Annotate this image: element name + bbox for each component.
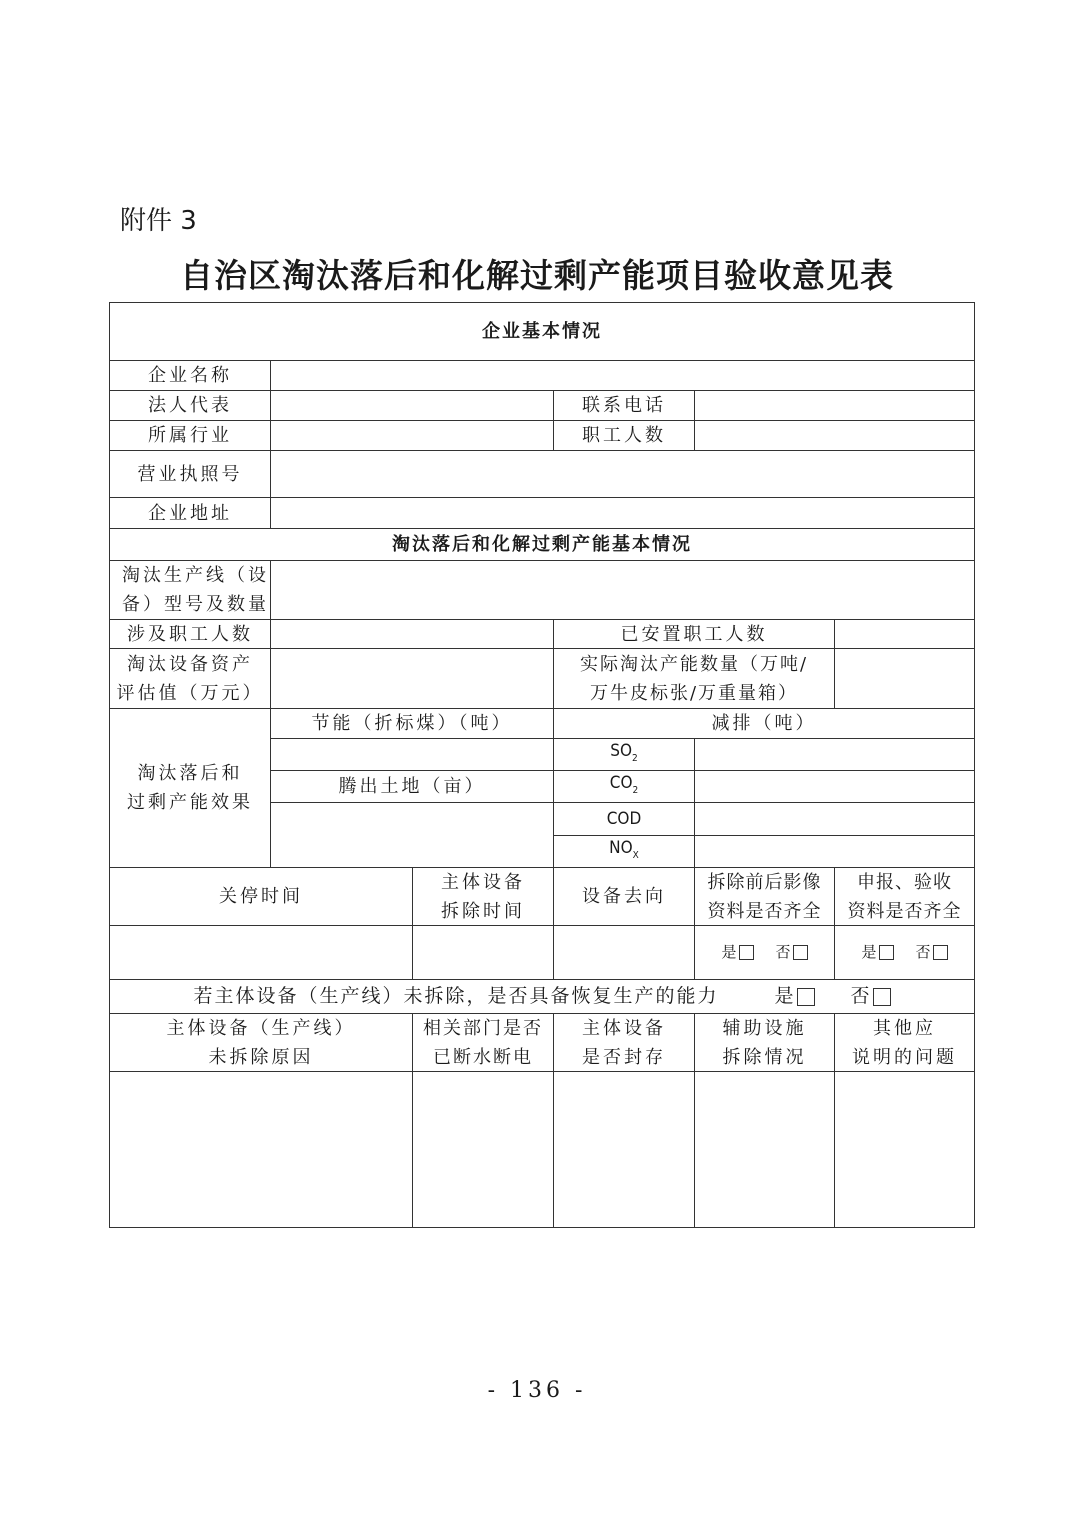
label-aux-line1: 辅助设施 [722, 1017, 807, 1039]
field-actual-capacity[interactable] [835, 649, 974, 709]
field-address[interactable] [271, 498, 974, 529]
label-so2 [554, 739, 695, 771]
field-energy-saving[interactable] [271, 739, 554, 771]
label-aux-line2: 拆除情况 [722, 1046, 807, 1068]
label-report-data-line1: 申报、验收 [857, 871, 952, 893]
label-image-data-line2: 资料是否齐全 [707, 900, 822, 922]
field-power-cut[interactable] [413, 1072, 554, 1227]
label-other-line2: 说明的问题 [852, 1046, 957, 1068]
label-actual-capacity-line2: 万牛皮标张/万重量箱） [589, 682, 799, 704]
section-header-basic-info: 企业基本情况 [110, 303, 974, 361]
label-image-data-line1: 拆除前后影像 [707, 871, 822, 893]
section-header-capacity: 淘汰落后和化解过剩产能基本情况 [110, 529, 974, 561]
report-data-no-label: 否 [915, 943, 932, 961]
so2-main: SO [610, 740, 632, 761]
label-demolition-time-line2: 拆除时间 [441, 900, 525, 922]
acceptance-form-table [109, 302, 975, 1228]
field-shutdown-time[interactable] [110, 926, 413, 980]
label-asset-value-line1: 淘汰设备资产 [127, 653, 253, 675]
label-cod [554, 803, 695, 836]
label-other-line1: 其他应 [873, 1017, 936, 1039]
label-staff-placed: 已安置职工人数 [554, 620, 835, 649]
field-industry[interactable] [271, 421, 554, 451]
label-staff-count: 职工人数 [554, 421, 695, 451]
label-shutdown-time: 关停时间 [110, 868, 413, 926]
label-effect-line1: 淘汰落后和 [137, 763, 243, 784]
label-sealed-line2: 是否封存 [582, 1046, 666, 1068]
field-legal-rep[interactable] [271, 391, 554, 421]
label-report-data [835, 868, 974, 926]
label-power-cut [413, 1014, 554, 1072]
field-nox[interactable] [695, 836, 974, 868]
label-image-data [695, 868, 835, 926]
label-power-cut-line1: 相关部门是否 [423, 1017, 543, 1039]
label-reason-line2: 未拆除原因 [208, 1046, 314, 1068]
field-cod[interactable] [695, 803, 974, 836]
field-other-issues[interactable] [835, 1072, 974, 1227]
field-co2[interactable] [695, 771, 974, 803]
label-other-issues [835, 1014, 974, 1072]
field-company-name[interactable] [271, 361, 974, 391]
recovery-no-label: 否 [850, 985, 872, 1007]
label-line-model-line1: 淘汰生产线（设 [122, 565, 269, 586]
cod-text: COD [606, 808, 642, 829]
label-asset-value-line2: 评估值（万元） [116, 682, 264, 704]
label-industry: 所属行业 [110, 421, 271, 451]
report-data-no-checkbox[interactable] [933, 945, 948, 960]
recovery-question-text: 若主体设备（生产线）未拆除，是否具备恢复生产的能力 [193, 985, 719, 1007]
field-staff-count[interactable] [695, 421, 974, 451]
recovery-no-checkbox[interactable] [873, 988, 891, 1006]
recovery-question-row [110, 980, 974, 1014]
label-sealed-line1: 主体设备 [582, 1017, 666, 1039]
co2-main: CO [609, 772, 633, 793]
label-staff-involved: 涉及职工人数 [110, 620, 271, 649]
report-data-yes-checkbox[interactable] [879, 945, 894, 960]
label-equipment-destination: 设备去向 [554, 868, 695, 926]
label-asset-value [110, 649, 271, 709]
label-line-model [110, 561, 271, 620]
label-phone: 联系电话 [554, 391, 695, 421]
image-data-options [695, 926, 835, 980]
label-company-name: 企业名称 [110, 361, 271, 391]
page-number: - 136 - [487, 1378, 587, 1403]
field-land-freed[interactable] [271, 803, 554, 868]
label-energy-saving: 节能（折标煤）（吨） [271, 709, 554, 739]
image-data-yes-checkbox[interactable] [739, 945, 754, 960]
field-staff-placed[interactable] [835, 620, 974, 649]
image-data-yes-label: 是 [721, 943, 738, 961]
nox-sub: X [632, 849, 639, 861]
recovery-yes-checkbox[interactable] [797, 988, 815, 1006]
image-data-no-checkbox[interactable] [793, 945, 808, 960]
field-staff-involved[interactable] [271, 620, 554, 649]
label-actual-capacity-line1: 实际淘汰产能数量（万吨/ [579, 653, 809, 675]
label-not-demolished-reason [110, 1014, 413, 1072]
label-co2 [554, 771, 695, 803]
field-license-no[interactable] [271, 451, 974, 498]
field-sealed[interactable] [554, 1072, 695, 1227]
label-effect-line2: 过剩产能效果 [127, 792, 253, 813]
field-so2[interactable] [695, 739, 974, 771]
attachment-label: 附件 3 [120, 206, 197, 236]
label-power-cut-line2: 已断水断电 [433, 1046, 533, 1068]
so2-sub: 2 [632, 752, 638, 764]
field-not-demolished-reason[interactable] [110, 1072, 413, 1227]
label-aux-facilities [695, 1014, 835, 1072]
nox-main: NO [609, 837, 633, 858]
field-equipment-destination[interactable] [554, 926, 695, 980]
label-demolition-time [413, 868, 554, 926]
field-line-model[interactable] [271, 561, 974, 620]
label-reason-line1: 主体设备（生产线） [166, 1017, 356, 1039]
label-nox [554, 836, 695, 868]
label-address: 企业地址 [110, 498, 271, 529]
label-effect [110, 709, 271, 868]
form-title: 自治区淘汰落后和化解过剩产能项目验收意见表 [180, 256, 894, 295]
report-data-yes-label: 是 [861, 943, 878, 961]
label-legal-rep: 法人代表 [110, 391, 271, 421]
label-actual-capacity [554, 649, 835, 709]
report-data-options [835, 926, 974, 980]
field-aux-facilities[interactable] [695, 1072, 835, 1227]
field-demolition-time[interactable] [413, 926, 554, 980]
label-land-freed: 腾出土地（亩） [271, 771, 554, 803]
recovery-yes-label: 是 [774, 985, 796, 1007]
label-line-model-line2: 备）型号及数量 [122, 594, 269, 615]
co2-sub: 2 [632, 784, 639, 796]
image-data-no-label: 否 [775, 943, 792, 961]
label-report-data-line2: 资料是否齐全 [847, 900, 962, 922]
label-demolition-time-line1: 主体设备 [441, 871, 525, 893]
label-emission-reduction: 减排（吨） [554, 709, 974, 739]
label-sealed [554, 1014, 695, 1072]
field-asset-value[interactable] [271, 649, 554, 709]
label-license-no: 营业执照号 [110, 451, 271, 498]
field-phone[interactable] [695, 391, 974, 421]
